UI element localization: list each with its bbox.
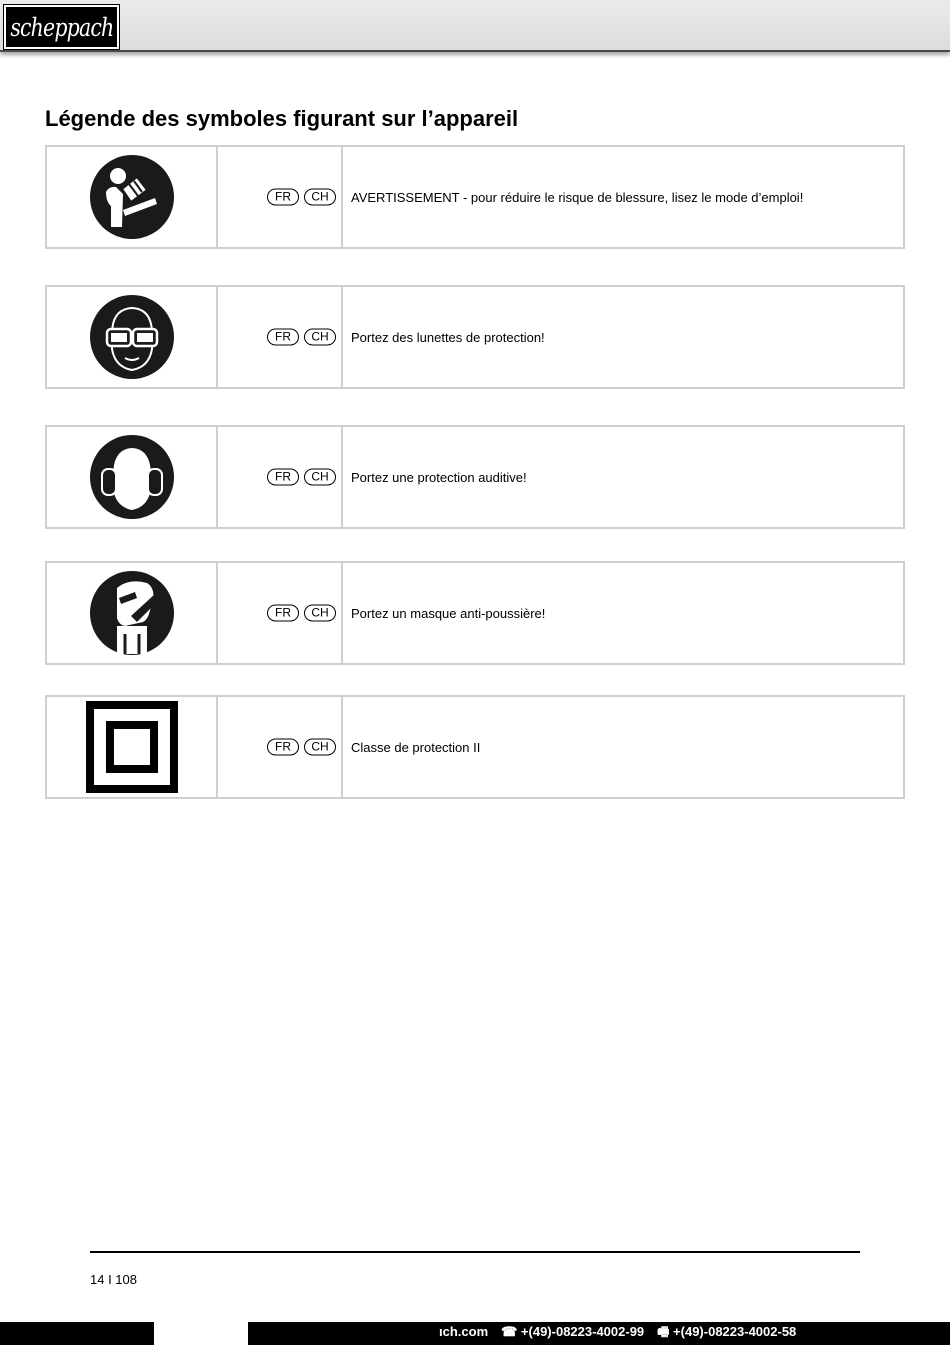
symbol-icon-cell [47, 287, 218, 387]
symbol-row-dust-mask [45, 561, 905, 665]
language-badge-fr: FR [267, 189, 299, 206]
language-badge-ch: CH [304, 189, 336, 206]
language-cell [218, 563, 343, 663]
language-badges [267, 329, 336, 346]
symbol-row-safety-goggles [45, 285, 905, 389]
symbol-icon-cell [47, 427, 218, 527]
page-title: Légende des symboles figurant sur l’appareil [45, 106, 519, 131]
language-badge-ch: CH [304, 739, 336, 756]
symbol-description: Portez une protection auditive! [351, 469, 527, 485]
contact-info [248, 1322, 796, 1345]
language-badge-ch: CH [304, 329, 336, 346]
language-badges [267, 605, 336, 622]
symbol-description: Portez un masque anti-poussière! [351, 605, 546, 621]
language-badge-fr: FR [267, 469, 299, 486]
footer-divider [90, 1251, 860, 1253]
header-bar [0, 0, 950, 52]
language-badge-ch: CH [304, 469, 336, 486]
fax-number: 🖷 +(49)-08223-4002-58 [657, 1324, 797, 1339]
read-manual-icon [89, 154, 175, 240]
symbol-icon-cell [47, 563, 218, 663]
page-number: 14 I 108 [90, 1272, 137, 1287]
language-badge-fr: FR [267, 329, 299, 346]
symbol-icon-cell [47, 147, 218, 247]
language-cell [218, 287, 343, 387]
ear-protection-icon [89, 434, 175, 520]
logo-text: scheppach [9, 12, 114, 42]
scheppach-logo[interactable] [4, 5, 119, 49]
language-badge-fr: FR [267, 605, 299, 622]
symbol-description: Classe de protection II [351, 739, 481, 755]
symbol-description: Portez des lunettes de protection! [351, 329, 545, 345]
language-cell [218, 147, 343, 247]
safety-goggles-icon [89, 294, 175, 380]
symbol-row-protection-class [45, 695, 905, 799]
phone-number: ☎ +(49)-08223-4002-99 [501, 1324, 645, 1339]
language-cell [218, 427, 343, 527]
website-link[interactable]: ıch.com [439, 1324, 489, 1339]
language-cell [218, 697, 343, 797]
bottom-bar-left [0, 1322, 154, 1345]
symbol-row-ear-protection [45, 425, 905, 529]
symbol-icon-cell [47, 697, 218, 797]
language-badge-fr: FR [267, 739, 299, 756]
language-badges [267, 469, 336, 486]
bottom-bar-right [248, 1322, 950, 1345]
language-badges [267, 739, 336, 756]
language-badge-ch: CH [304, 605, 336, 622]
language-badges [267, 189, 336, 206]
dust-mask-icon [89, 570, 175, 656]
protection-class-ii-icon [86, 701, 178, 793]
symbol-description: AVERTISSEMENT - pour réduire le risque de blessure, lisez le mode d’emploi! [351, 189, 804, 205]
symbol-row-read-manual [45, 145, 905, 249]
